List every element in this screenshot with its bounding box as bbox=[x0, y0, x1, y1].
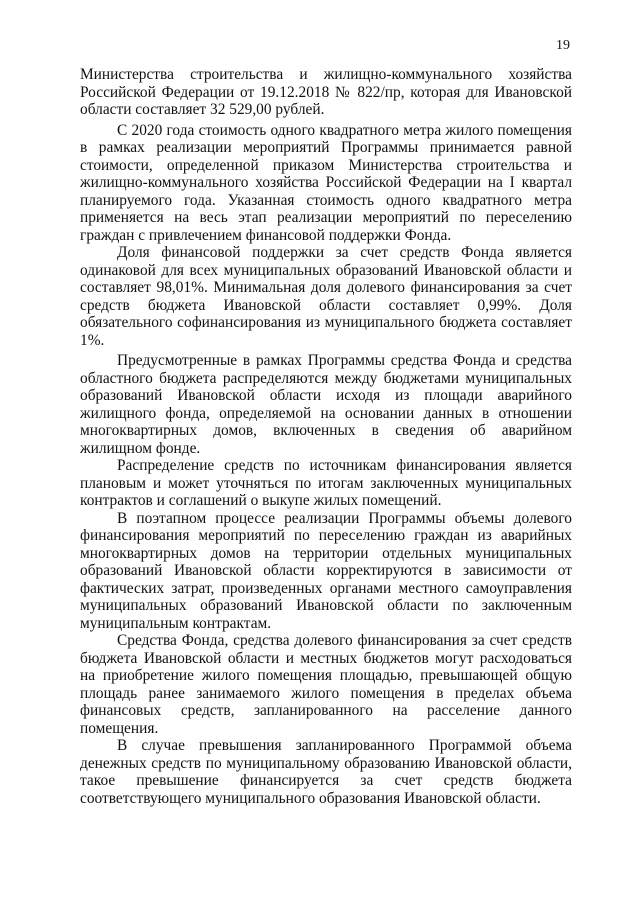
document-body bbox=[80, 66, 572, 807]
paragraph-6: В поэтапном процессе реализации Программы объемы долевого финансирования мероприятий по переселению граждан из аварийных многоквартирных домов на территории отдельных муниципальных образований Ивановской области корректируются в зависимости от фактических затрат, произведенных органами местного самоуправления муниципальных образований Ивановской области по заключенным муниципальным контрактам. bbox=[80, 509, 572, 632]
page-number: 19 bbox=[556, 38, 570, 53]
paragraph-5: Распределение средств по источникам финансирования является плановым и может уточняться по итогам заключенных муниципальных контрактов и соглашений о выкупе жилых помещений. bbox=[80, 457, 572, 509]
paragraph-3: Доля финансовой поддержки за счет средств Фонда является одинаковой для всех муниципальных образований Ивановской области и составляет 98,01%. Минимальная доля долевого финансирования за счет средств бюджета Ивановской области составляет 0,99%. Доля обязательного софинансирования из муниципального бюджета составляет 1%. bbox=[80, 244, 572, 349]
paragraph-2: С 2020 года стоимость одного квадратного метра жилого помещения в рамках реализации мероприятий Программы принимается равной стоимости, определенной приказом Министерства строительства и жилищно-коммунального хозяйства Российской Федерации на I квартал планируемого года. Указанная стоимость одного квадратного метра применяется на весь этап реализации мероприятий по переселению граждан с привлечением финансовой поддержки Фонда. bbox=[80, 121, 572, 244]
paragraph-4: Предусмотренные в рамках Программы средства Фонда и средства областного бюджета распределяются между бюджетами муниципальных образований Ивановской области исходя из площади аварийного жилищного фонда, определяемой на основании данных в отношении многоквартирных домов, включенных в сведения об аварийном жилищном фонде. bbox=[80, 352, 572, 457]
paragraph-1: Министерства строительства и жилищно-коммунального хозяйства Российской Федерации от 19.12.2018 № 822/пр, которая для Ивановской области составляет 32 529,00 рублей. bbox=[80, 66, 572, 118]
paragraph-7: Средства Фонда, средства долевого финансирования за счет средств бюджета Ивановской области и местных бюджетов могут расходоваться на приобретение жилого помещения площадью, превышающей общую площадь ранее занимаемого жилого помещения в пределах объема финансовых средств, запланированного на расселение данного помещения. bbox=[80, 632, 572, 737]
paragraph-8: В случае превышения запланированного Программой объема денежных средств по муниципальному образованию Ивановской области, такое превышение финансируется за счет средств бюджета соответствующего муниципального образования Ивановской области. bbox=[80, 737, 572, 807]
